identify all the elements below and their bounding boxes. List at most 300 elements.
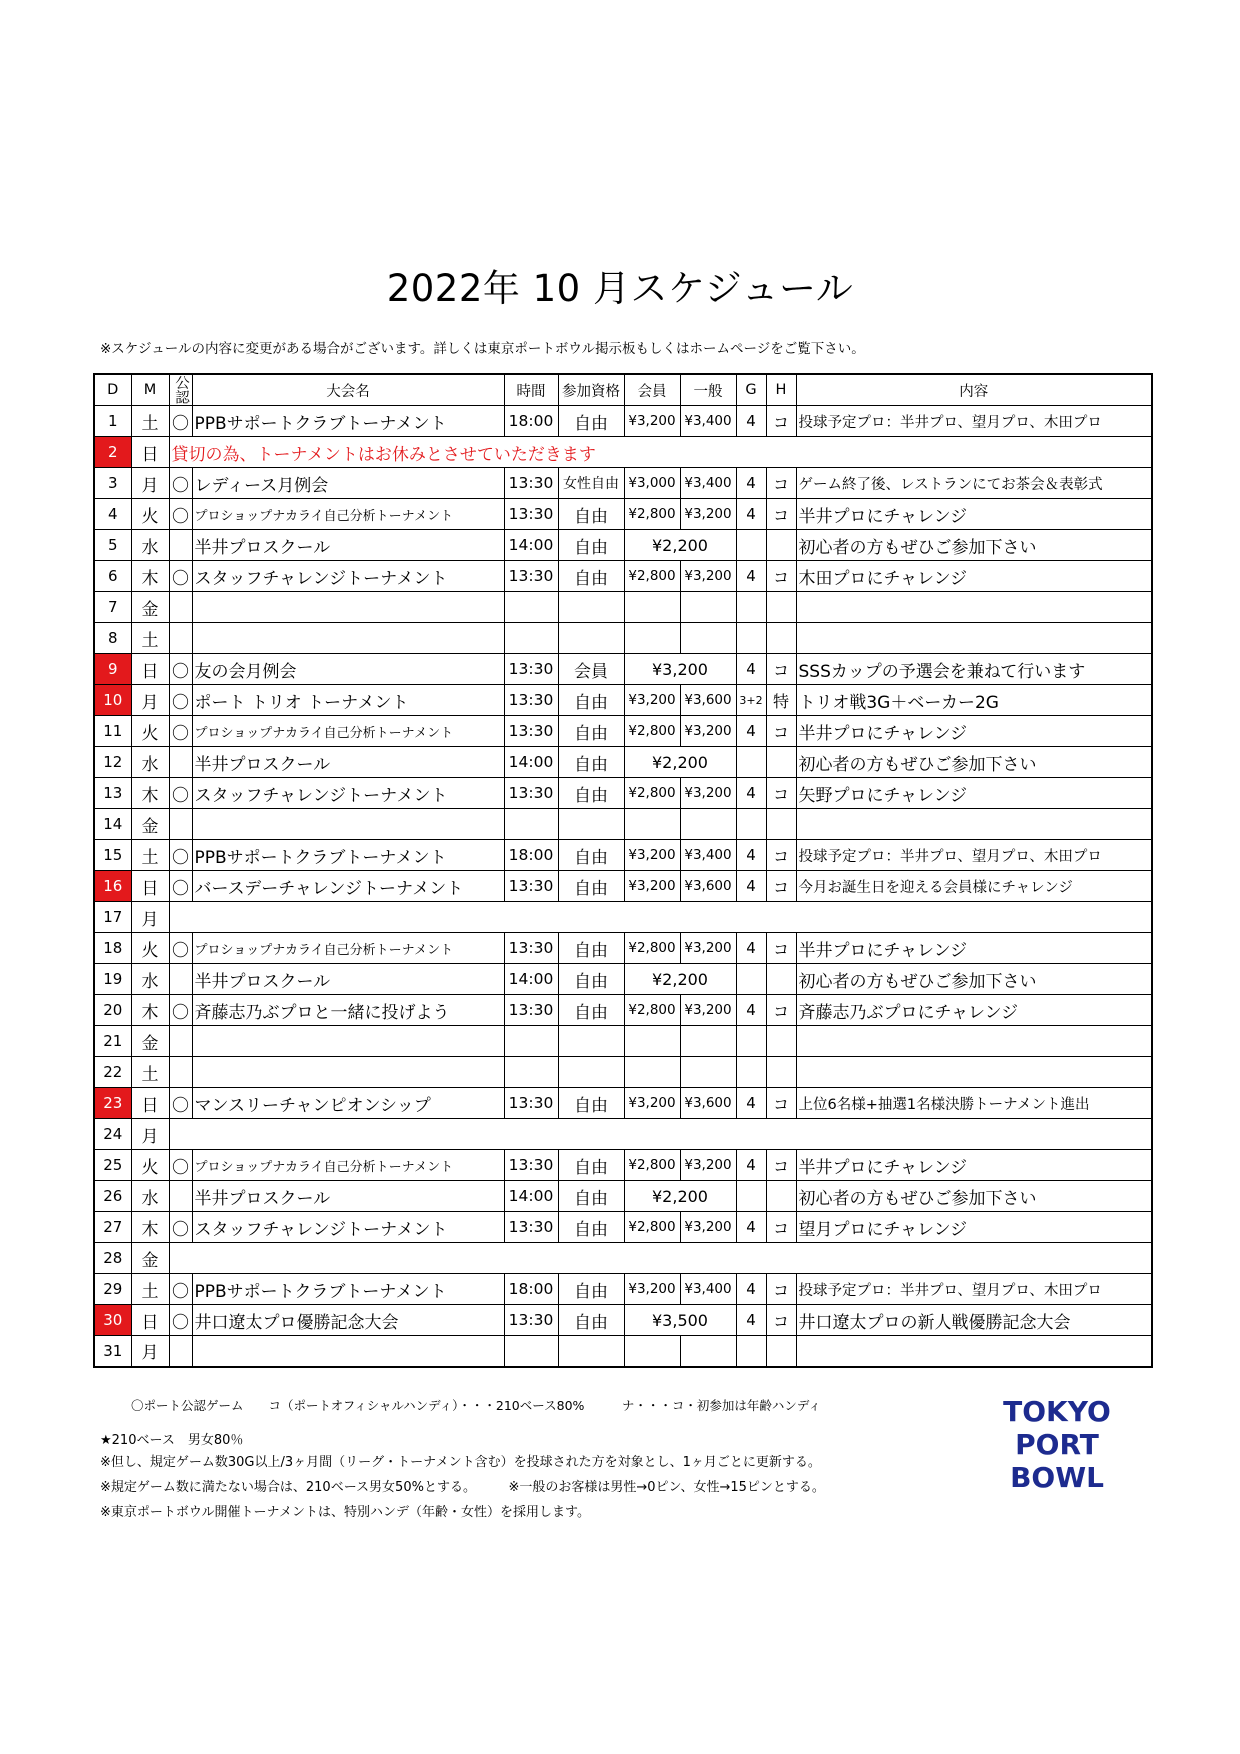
event-name-cell: 半井プロスクール <box>192 1181 504 1212</box>
table-row <box>94 1212 1152 1243</box>
event-name-cell: PPBサポートクラブトーナメント <box>192 406 504 437</box>
general-fee-cell: ¥3,400 <box>680 840 736 871</box>
handicap-cell: コ <box>766 1305 796 1336</box>
time-cell <box>504 623 558 654</box>
qualification-cell: 自由 <box>558 778 624 809</box>
notice-text: ※スケジュールの内容に変更がある場合がございます。詳しくは東京ポートボウル掲示板もしくはホームページをご覧下さい。 <box>100 341 865 357</box>
table-row <box>94 778 1152 809</box>
member-fee-cell <box>624 809 680 840</box>
table-row <box>94 499 1152 530</box>
time-cell: 18:00 <box>504 840 558 871</box>
table-row <box>94 1119 1152 1150</box>
handicap-cell <box>766 530 796 561</box>
event-name-cell: 半井プロスクール <box>192 747 504 778</box>
qualification-cell: 自由 <box>558 1274 624 1305</box>
qualification-cell: 自由 <box>558 1181 624 1212</box>
schedule-table <box>93 373 1153 1368</box>
games-cell: 4 <box>736 1212 766 1243</box>
games-cell <box>736 1026 766 1057</box>
details-cell: 矢野プロにチャレンジ <box>796 778 1152 809</box>
games-cell <box>736 747 766 778</box>
day-cell: 11 <box>94 716 131 747</box>
event-name-cell: 友の会月例会 <box>192 654 504 685</box>
event-name-cell: 井口遼太プロ優勝記念大会 <box>192 1305 504 1336</box>
time-cell: 14:00 <box>504 747 558 778</box>
member-fee-cell: ¥2,800 <box>624 1150 680 1181</box>
handicap-cell: コ <box>766 499 796 530</box>
certified-mark: 〇 <box>169 1305 192 1336</box>
weekday-cell: 水 <box>131 747 169 778</box>
certified-mark: 〇 <box>169 468 192 499</box>
header-handicap: H <box>766 374 796 406</box>
games-cell: 4 <box>736 716 766 747</box>
details-cell <box>796 1026 1152 1057</box>
weekday-cell: 火 <box>131 716 169 747</box>
qualification-cell: 会員 <box>558 654 624 685</box>
weekday-cell: 日 <box>131 871 169 902</box>
header-member-fee: 会員 <box>624 374 680 406</box>
qualification-cell: 自由 <box>558 685 624 716</box>
time-cell <box>504 1336 558 1367</box>
certified-mark: 〇 <box>169 716 192 747</box>
qualification-cell: 自由 <box>558 530 624 561</box>
details-cell <box>796 623 1152 654</box>
general-fee-cell: ¥3,400 <box>680 1274 736 1305</box>
day-cell: 16 <box>94 871 131 902</box>
details-cell: 初心者の方もぜひご参加下さい <box>796 964 1152 995</box>
time-cell: 13:30 <box>504 1150 558 1181</box>
details-cell: トリオ戦3G＋ベーカー2G <box>796 685 1152 716</box>
weekday-cell: 月 <box>131 1119 169 1150</box>
details-cell: 半井プロにチャレンジ <box>796 499 1152 530</box>
table-row <box>94 995 1152 1026</box>
qualification-cell: 自由 <box>558 747 624 778</box>
qualification-cell <box>558 1336 624 1367</box>
event-name-cell: PPBサポートクラブトーナメント <box>192 1274 504 1305</box>
games-cell: 4 <box>736 654 766 685</box>
event-name-cell: スタッフチャレンジトーナメント <box>192 1212 504 1243</box>
time-cell: 13:30 <box>504 468 558 499</box>
weekday-cell: 土 <box>131 1274 169 1305</box>
table-row <box>94 747 1152 778</box>
page-title: 2022年 10 月スケジュール <box>386 267 854 310</box>
handicap-cell <box>766 1336 796 1367</box>
certified-cell <box>169 1336 192 1367</box>
details-cell <box>796 809 1152 840</box>
day-cell: 27 <box>94 1212 131 1243</box>
day-cell: 14 <box>94 809 131 840</box>
qualification-cell: 自由 <box>558 964 624 995</box>
weekday-cell: 水 <box>131 1181 169 1212</box>
day-cell: 6 <box>94 561 131 592</box>
weekday-cell: 土 <box>131 406 169 437</box>
handicap-cell: コ <box>766 406 796 437</box>
member-fee-cell: ¥3,200 <box>624 406 680 437</box>
day-cell: 24 <box>94 1119 131 1150</box>
table-row <box>94 468 1152 499</box>
general-fee-cell <box>680 1057 736 1088</box>
certified-cell <box>169 592 192 623</box>
certified-mark: 〇 <box>169 995 192 1026</box>
event-name-cell: 斉藤志乃ぶプロと一緒に投げよう <box>192 995 504 1026</box>
handicap-cell: コ <box>766 871 796 902</box>
table-row <box>94 902 1152 933</box>
header-weekday: M <box>131 374 169 406</box>
weekday-cell: 木 <box>131 995 169 1026</box>
games-cell: 4 <box>736 561 766 592</box>
fee-cell: ¥2,200 <box>624 747 736 778</box>
general-fee-cell: ¥3,200 <box>680 499 736 530</box>
day-cell: 21 <box>94 1026 131 1057</box>
day-cell: 23 <box>94 1088 131 1119</box>
member-fee-cell: ¥2,800 <box>624 1212 680 1243</box>
general-fee-cell: ¥3,200 <box>680 1150 736 1181</box>
certified-mark: 〇 <box>169 1088 192 1119</box>
weekday-cell: 日 <box>131 1088 169 1119</box>
event-name-cell: スタッフチャレンジトーナメント <box>192 778 504 809</box>
event-name-cell: ポート トリオ トーナメント <box>192 685 504 716</box>
handicap-cell <box>766 747 796 778</box>
weekday-cell: 金 <box>131 592 169 623</box>
table-row <box>94 1243 1152 1274</box>
event-name-cell <box>192 1026 504 1057</box>
event-name-cell: 半井プロスクール <box>192 530 504 561</box>
general-fee-cell: ¥3,200 <box>680 1212 736 1243</box>
fee-cell: ¥3,200 <box>624 654 736 685</box>
details-cell: 投球予定プロ：半井プロ、望月プロ、木田プロ <box>796 406 1152 437</box>
qualification-cell: 女性自由 <box>558 468 624 499</box>
table-row <box>94 685 1152 716</box>
table-row <box>94 809 1152 840</box>
time-cell: 14:00 <box>504 1181 558 1212</box>
day-cell: 12 <box>94 747 131 778</box>
weekday-cell: 水 <box>131 530 169 561</box>
day-cell: 3 <box>94 468 131 499</box>
weekday-cell: 水 <box>131 964 169 995</box>
empty-cell <box>169 902 1152 933</box>
details-cell: 半井プロにチャレンジ <box>796 716 1152 747</box>
qualification-cell: 自由 <box>558 1150 624 1181</box>
weekday-cell: 土 <box>131 1057 169 1088</box>
table-row <box>94 1336 1152 1367</box>
day-cell: 2 <box>94 437 131 468</box>
member-fee-cell <box>624 623 680 654</box>
time-cell: 13:30 <box>504 1088 558 1119</box>
certified-mark: 〇 <box>169 654 192 685</box>
time-cell: 13:30 <box>504 561 558 592</box>
handicap-cell: コ <box>766 1150 796 1181</box>
table-row <box>94 964 1152 995</box>
header-games: G <box>736 374 766 406</box>
weekday-cell: 火 <box>131 933 169 964</box>
details-cell: 望月プロにチャレンジ <box>796 1212 1152 1243</box>
day-cell: 4 <box>94 499 131 530</box>
details-cell: 初心者の方もぜひご参加下さい <box>796 747 1152 778</box>
event-name-cell <box>192 592 504 623</box>
weekday-cell: 木 <box>131 1212 169 1243</box>
event-name-cell <box>192 1057 504 1088</box>
qualification-cell <box>558 1057 624 1088</box>
table-row <box>94 1181 1152 1212</box>
weekday-cell: 土 <box>131 623 169 654</box>
certified-mark: 〇 <box>169 840 192 871</box>
certified-mark: 〇 <box>169 1150 192 1181</box>
member-fee-cell: ¥3,200 <box>624 1274 680 1305</box>
certified-cell <box>169 809 192 840</box>
time-cell <box>504 592 558 623</box>
handicap-cell: コ <box>766 716 796 747</box>
games-cell: 4 <box>736 1305 766 1336</box>
certified-mark: 〇 <box>169 871 192 902</box>
certified-mark: 〇 <box>169 685 192 716</box>
general-fee-cell: ¥3,600 <box>680 871 736 902</box>
weekday-cell: 火 <box>131 499 169 530</box>
general-fee-cell <box>680 809 736 840</box>
footnote: ★210ベース 男女80％ <box>100 1433 244 1448</box>
member-fee-cell <box>624 592 680 623</box>
time-cell: 14:00 <box>504 964 558 995</box>
event-name-cell: プロショップナカライ自己分析トーナメント <box>192 1150 504 1181</box>
weekday-cell: 月 <box>131 902 169 933</box>
day-cell: 25 <box>94 1150 131 1181</box>
qualification-cell <box>558 623 624 654</box>
member-fee-cell: ¥2,800 <box>624 933 680 964</box>
certified-mark <box>169 964 192 995</box>
handicap-cell: コ <box>766 468 796 499</box>
table-row <box>94 1088 1152 1119</box>
qualification-cell: 自由 <box>558 1212 624 1243</box>
handicap-cell: コ <box>766 995 796 1026</box>
day-cell: 20 <box>94 995 131 1026</box>
event-name-cell: 半井プロスクール <box>192 964 504 995</box>
member-fee-cell <box>624 1057 680 1088</box>
handicap-cell: コ <box>766 840 796 871</box>
games-cell: 4 <box>736 468 766 499</box>
event-name-cell <box>192 1336 504 1367</box>
details-cell: 斉藤志乃ぶプロにチャレンジ <box>796 995 1152 1026</box>
certified-mark: 〇 <box>169 561 192 592</box>
general-fee-cell: ¥3,600 <box>680 685 736 716</box>
day-cell: 17 <box>94 902 131 933</box>
handicap-cell: コ <box>766 1274 796 1305</box>
games-cell <box>736 592 766 623</box>
empty-cell <box>169 1243 1152 1274</box>
weekday-cell: 金 <box>131 809 169 840</box>
general-fee-cell: ¥3,200 <box>680 561 736 592</box>
certified-mark: 〇 <box>169 1274 192 1305</box>
member-fee-cell: ¥2,800 <box>624 778 680 809</box>
empty-cell <box>169 1119 1152 1150</box>
table-row <box>94 437 1152 468</box>
day-cell: 5 <box>94 530 131 561</box>
header-day: D <box>94 374 131 406</box>
weekday-cell: 日 <box>131 1305 169 1336</box>
games-cell <box>736 1181 766 1212</box>
header-time: 時間 <box>504 374 558 406</box>
general-fee-cell <box>680 1336 736 1367</box>
day-cell: 29 <box>94 1274 131 1305</box>
time-cell: 18:00 <box>504 1274 558 1305</box>
certified-mark <box>169 530 192 561</box>
handicap-cell <box>766 1026 796 1057</box>
day-cell: 13 <box>94 778 131 809</box>
event-name-cell: マンスリーチャンピオンシップ <box>192 1088 504 1119</box>
table-header-row <box>94 374 1152 406</box>
time-cell: 13:30 <box>504 685 558 716</box>
handicap-cell: コ <box>766 778 796 809</box>
day-cell: 30 <box>94 1305 131 1336</box>
event-name-cell: プロショップナカライ自己分析トーナメント <box>192 933 504 964</box>
games-cell <box>736 1057 766 1088</box>
general-fee-cell: ¥3,600 <box>680 1088 736 1119</box>
games-cell: 4 <box>736 933 766 964</box>
general-fee-cell: ¥3,200 <box>680 995 736 1026</box>
certified-mark <box>169 1181 192 1212</box>
general-fee-cell: ¥3,200 <box>680 933 736 964</box>
games-cell: 4 <box>736 1274 766 1305</box>
fee-cell: ¥2,200 <box>624 530 736 561</box>
event-name-cell: プロショップナカライ自己分析トーナメント <box>192 716 504 747</box>
details-cell: 半井プロにチャレンジ <box>796 933 1152 964</box>
day-cell: 10 <box>94 685 131 716</box>
weekday-cell: 月 <box>131 1336 169 1367</box>
event-name-cell: プロショップナカライ自己分析トーナメント <box>192 499 504 530</box>
day-cell: 15 <box>94 840 131 871</box>
qualification-cell: 自由 <box>558 995 624 1026</box>
table-row <box>94 592 1152 623</box>
handicap-cell: 特 <box>766 685 796 716</box>
weekday-cell: 金 <box>131 1026 169 1057</box>
table-row <box>94 406 1152 437</box>
details-cell: 初心者の方もぜひご参加下さい <box>796 530 1152 561</box>
handicap-cell: コ <box>766 933 796 964</box>
handicap-cell <box>766 592 796 623</box>
day-cell: 22 <box>94 1057 131 1088</box>
games-cell: 4 <box>736 499 766 530</box>
weekday-cell: 日 <box>131 654 169 685</box>
general-fee-cell: ¥3,400 <box>680 468 736 499</box>
member-fee-cell: ¥2,800 <box>624 716 680 747</box>
table-row <box>94 1026 1152 1057</box>
time-cell <box>504 1026 558 1057</box>
games-cell: 4 <box>736 406 766 437</box>
event-name-cell <box>192 809 504 840</box>
details-cell: SSSカップの予選会を兼ねて行います <box>796 654 1152 685</box>
details-cell <box>796 1057 1152 1088</box>
day-cell: 28 <box>94 1243 131 1274</box>
footnote: ※東京ポートボウル開催トーナメントは、特別ハンデ（年齢・女性）を採用します。 <box>100 1505 590 1520</box>
qualification-cell: 自由 <box>558 840 624 871</box>
table-row <box>94 840 1152 871</box>
member-fee-cell: ¥2,800 <box>624 499 680 530</box>
games-cell <box>736 809 766 840</box>
handicap-cell: コ <box>766 1088 796 1119</box>
table-row <box>94 1305 1152 1336</box>
certified-mark: 〇 <box>169 406 192 437</box>
certified-cell <box>169 1026 192 1057</box>
time-cell: 13:30 <box>504 871 558 902</box>
general-fee-cell: ¥3,200 <box>680 778 736 809</box>
time-cell <box>504 809 558 840</box>
qualification-cell: 自由 <box>558 1088 624 1119</box>
time-cell: 13:30 <box>504 778 558 809</box>
day-cell: 1 <box>94 406 131 437</box>
games-cell <box>736 623 766 654</box>
details-cell <box>796 1336 1152 1367</box>
details-cell: 上位6名様+抽選1名様決勝トーナメント進出 <box>796 1088 1152 1119</box>
table-row <box>94 530 1152 561</box>
header-certified: 公認 <box>169 374 192 406</box>
legend-text: 〇ポート公認ゲーム コ（ポートオフィシャルハンディ）・・・210ベース80% ナ・・・コ・初参加は年齢ハンディ <box>131 1398 821 1413</box>
qualification-cell: 自由 <box>558 561 624 592</box>
footnote: ※但し、規定ゲーム数30G以上/3ヶ月間（リーグ・トーナメント含む）を投球された方を対象とし、1ヶ月ごとに更新する。 <box>100 1455 821 1470</box>
day-cell: 7 <box>94 592 131 623</box>
details-cell: 初心者の方もぜひご参加下さい <box>796 1181 1152 1212</box>
qualification-cell: 自由 <box>558 871 624 902</box>
fee-cell: ¥2,200 <box>624 1181 736 1212</box>
fee-cell: ¥2,200 <box>624 964 736 995</box>
certified-mark: 〇 <box>169 933 192 964</box>
table-row <box>94 933 1152 964</box>
certified-mark: 〇 <box>169 778 192 809</box>
table-row <box>94 1274 1152 1305</box>
details-cell: 今月お誕生日を迎える会員様にチャレンジ <box>796 871 1152 902</box>
general-fee-cell <box>680 623 736 654</box>
weekday-cell: 月 <box>131 685 169 716</box>
certified-mark <box>169 747 192 778</box>
qualification-cell: 自由 <box>558 406 624 437</box>
games-cell: 4 <box>736 995 766 1026</box>
qualification-cell <box>558 809 624 840</box>
details-cell: 投球予定プロ：半井プロ、望月プロ、木田プロ <box>796 840 1152 871</box>
time-cell: 13:30 <box>504 1212 558 1243</box>
time-cell <box>504 1057 558 1088</box>
general-fee-cell: ¥3,400 <box>680 406 736 437</box>
handicap-cell: コ <box>766 1212 796 1243</box>
day-cell: 31 <box>94 1336 131 1367</box>
member-fee-cell: ¥3,200 <box>624 871 680 902</box>
weekday-cell: 火 <box>131 1150 169 1181</box>
day-cell: 19 <box>94 964 131 995</box>
member-fee-cell: ¥3,200 <box>624 685 680 716</box>
details-cell: 投球予定プロ：半井プロ、望月プロ、木田プロ <box>796 1274 1152 1305</box>
games-cell: 4 <box>736 871 766 902</box>
qualification-cell: 自由 <box>558 1305 624 1336</box>
games-cell <box>736 1336 766 1367</box>
table-row <box>94 1057 1152 1088</box>
table-row <box>94 1150 1152 1181</box>
handicap-cell <box>766 809 796 840</box>
weekday-cell: 木 <box>131 561 169 592</box>
footnote: ※規定ゲーム数に満たない場合は、210ベース男女50%とする。 ※一般のお客様は男性→0ピン、女性→15ピンとする。 <box>100 1480 825 1495</box>
member-fee-cell <box>624 1336 680 1367</box>
day-cell: 26 <box>94 1181 131 1212</box>
table-row <box>94 623 1152 654</box>
time-cell: 13:30 <box>504 995 558 1026</box>
weekday-cell: 日 <box>131 437 169 468</box>
tokyo-port-bowl-logo: TOKYO PORT BOWL <box>1003 1395 1111 1494</box>
weekday-cell: 土 <box>131 840 169 871</box>
general-fee-cell: ¥3,200 <box>680 716 736 747</box>
event-name-cell: スタッフチャレンジトーナメント <box>192 561 504 592</box>
general-fee-cell <box>680 1026 736 1057</box>
qualification-cell <box>558 592 624 623</box>
handicap-cell <box>766 623 796 654</box>
qualification-cell <box>558 1026 624 1057</box>
table-row <box>94 654 1152 685</box>
time-cell: 13:30 <box>504 1305 558 1336</box>
member-fee-cell: ¥2,800 <box>624 995 680 1026</box>
